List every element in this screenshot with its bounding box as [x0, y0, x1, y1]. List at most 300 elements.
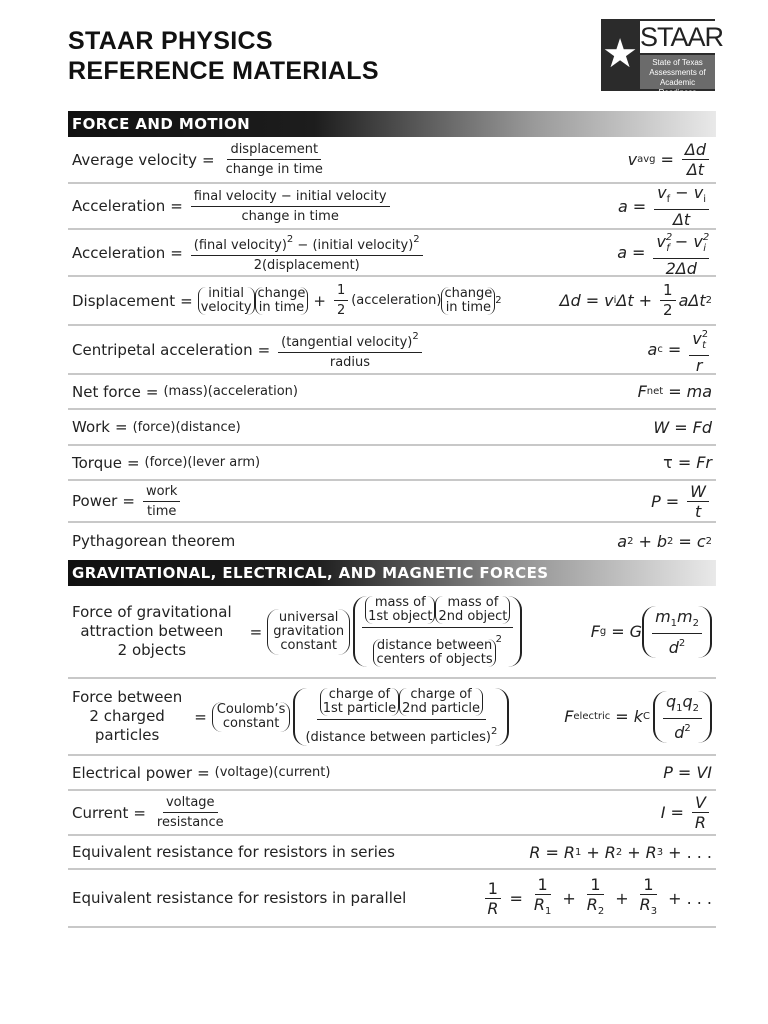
text: constant — [280, 637, 337, 653]
text: change — [257, 285, 306, 301]
fraction — [637, 876, 661, 920]
formula-label — [72, 326, 425, 373]
denominator — [671, 719, 694, 741]
text: 1st object — [368, 609, 433, 625]
operator: + — [638, 531, 652, 551]
formula-symbolic — [564, 679, 712, 754]
numerator — [278, 328, 422, 353]
formula-row-gravitational-force — [68, 586, 716, 679]
symbol: I — [660, 803, 666, 822]
formula-symbolic — [638, 375, 712, 408]
symbol: v — [693, 231, 703, 251]
symbol: d — [674, 722, 685, 742]
operator: − — [297, 238, 309, 253]
fraction-half — [660, 282, 676, 319]
numerator — [663, 693, 702, 719]
formula-label — [72, 277, 502, 324]
equals: = — [545, 842, 559, 862]
equals: = — [145, 382, 159, 401]
denominator: change in time — [241, 208, 339, 224]
numerator — [652, 608, 702, 634]
ellipsis: . . . — [686, 842, 712, 862]
superscript: 2 — [495, 295, 502, 306]
equals: = — [611, 622, 625, 641]
section-header-force-motion: FORCE AND MOTION — [68, 111, 716, 137]
equals: = — [585, 291, 600, 310]
text: (initial velocity) — [312, 238, 414, 253]
fraction — [223, 141, 326, 178]
formula-label — [72, 446, 260, 479]
formula-label — [72, 586, 522, 677]
label-text: Net force — [72, 382, 141, 401]
text: 2nd particle — [402, 700, 481, 716]
formula-row-electrical-power — [68, 756, 716, 791]
symbol: a — [617, 243, 627, 262]
symbol: Fr — [696, 453, 712, 472]
logo-sub-line: Assessments of — [649, 68, 706, 77]
formula-symbolic — [651, 481, 712, 521]
formula-row-work — [68, 410, 716, 446]
label-line: Force of gravitational — [72, 603, 232, 621]
symbol: F — [564, 707, 574, 726]
label-line: attraction between — [80, 622, 224, 640]
text: 1st particle — [322, 700, 397, 716]
text: (mass)(acceleration) — [163, 384, 298, 399]
fraction — [663, 693, 702, 741]
symbol: τ — [663, 453, 673, 472]
text: distance between — [376, 637, 493, 653]
label-text: Equivalent resistance for resistors in parallel — [72, 889, 407, 907]
symbol: R — [645, 842, 657, 862]
numerator — [191, 231, 423, 256]
numerator: 1 — [334, 282, 348, 301]
equals: = — [678, 531, 692, 551]
operator: + — [313, 291, 326, 310]
equals: = — [170, 197, 183, 215]
logo-sub-line: State of Texas — [652, 58, 703, 67]
fraction — [302, 688, 500, 746]
star-icon: ★ — [602, 31, 638, 77]
formula-label — [72, 184, 393, 228]
subscript: 3 — [656, 846, 664, 858]
equals: = — [257, 340, 271, 359]
subscript: 2 — [692, 702, 699, 714]
label-text: Work — [72, 418, 110, 436]
page-title — [68, 26, 379, 86]
numerator — [362, 596, 513, 628]
denominator: 2 — [663, 301, 673, 319]
paren-group — [255, 287, 309, 315]
formula-label — [72, 870, 406, 926]
equals: = — [674, 417, 688, 437]
superscript: 2 — [627, 535, 634, 547]
denominator: t — [694, 501, 702, 521]
page-title-line1: STAAR PHYSICS — [68, 27, 273, 55]
symbol: Fd — [692, 417, 712, 437]
text: mass of — [447, 595, 499, 611]
numerator: 1 — [535, 876, 551, 895]
symbol: Δd — [559, 291, 581, 310]
symbol: aΔt — [678, 291, 706, 310]
formula-symbolic — [618, 184, 712, 228]
superscript: 2 — [495, 634, 503, 646]
formula-row-coulomb-force — [68, 679, 716, 756]
formula-symbolic — [617, 230, 712, 278]
numerator: work — [143, 483, 180, 502]
equals: = — [615, 707, 629, 726]
fraction — [652, 608, 702, 656]
subscript: 1 — [670, 617, 678, 629]
operator: − — [674, 231, 689, 251]
denominator — [370, 628, 505, 667]
page-title-line2: REFERENCE MATERIALS — [68, 57, 379, 85]
fraction — [584, 876, 608, 920]
formula-label — [72, 679, 509, 754]
subscript: g — [599, 626, 607, 637]
fraction — [362, 596, 513, 667]
paren-group — [293, 688, 509, 746]
formula-label — [72, 836, 395, 868]
paren-group — [267, 609, 350, 655]
paren-group — [198, 287, 255, 315]
formula-symbolic — [663, 756, 712, 789]
symbol: v — [627, 150, 638, 169]
formula-row-current — [68, 791, 716, 836]
denominator: resistance — [156, 815, 224, 830]
fraction — [531, 876, 555, 920]
paren-content — [441, 287, 495, 315]
fraction-half — [334, 282, 348, 319]
denominator: R — [487, 898, 499, 918]
text: in time — [445, 299, 492, 315]
formula-row-series-resistance — [68, 836, 716, 870]
symbol: Δt — [616, 291, 634, 310]
logo-word: STAAR — [640, 22, 724, 52]
text: charge of — [328, 686, 391, 702]
text: 2nd object — [438, 609, 508, 625]
label-text: Power — [72, 492, 118, 510]
symbol: R — [639, 895, 651, 914]
superscript: 2 — [413, 234, 420, 245]
formula-row-average-velocity — [68, 137, 716, 184]
text: (acceleration) — [351, 293, 442, 308]
label-text: Centripetal acceleration — [72, 340, 253, 359]
symbol: v — [693, 183, 704, 202]
symbol: R — [604, 842, 616, 862]
symbol: R — [529, 842, 541, 862]
paren-group — [365, 596, 435, 624]
text: initial — [208, 285, 244, 301]
logo-subtitle — [640, 55, 715, 97]
subscript: 1 — [676, 702, 683, 714]
formula-row-acceleration-kinematic — [68, 230, 716, 277]
logo-sub-line: Academic Readiness — [658, 78, 697, 97]
fraction — [653, 229, 709, 277]
symbol: m — [677, 606, 693, 626]
paren-content — [212, 702, 291, 732]
paren-content — [320, 688, 399, 716]
formula-row-acceleration — [68, 184, 716, 230]
symbol: R — [563, 842, 575, 862]
text: universal — [278, 609, 339, 625]
superscript: 2 — [678, 637, 686, 649]
paren-content — [255, 287, 309, 315]
formula-symbolic — [481, 870, 712, 926]
operator: + — [627, 842, 641, 862]
denominator — [531, 895, 555, 920]
fraction — [687, 483, 709, 520]
equals: = — [660, 150, 674, 169]
text: velocity — [200, 299, 252, 315]
subscript: t — [702, 339, 706, 351]
fraction — [191, 231, 423, 274]
numerator: final velocity − initial velocity — [191, 188, 390, 207]
numerator — [317, 688, 486, 720]
text: centers of objects — [376, 651, 493, 667]
equals: = — [114, 418, 128, 436]
subscript: C — [642, 711, 650, 722]
formula-label — [72, 137, 329, 182]
denominator — [637, 895, 661, 920]
paren-content — [399, 688, 483, 716]
denominator: change in time — [225, 162, 323, 177]
numerator — [654, 184, 709, 210]
text: change — [444, 285, 493, 301]
label-text: Acceleration — [72, 197, 166, 215]
superscript: 2 — [701, 328, 709, 340]
operator: − — [675, 183, 689, 202]
denominator: 2Δd — [665, 258, 697, 278]
symbol: v — [604, 291, 614, 310]
paren-group — [435, 596, 510, 624]
paren-group — [441, 287, 495, 315]
formula-symbolic — [591, 586, 712, 677]
formula-label — [72, 375, 298, 408]
symbol: R — [533, 895, 545, 914]
text: in time — [258, 299, 305, 315]
operator: + — [562, 888, 576, 908]
operator: + — [668, 842, 682, 862]
equals: = — [249, 622, 263, 641]
formula-symbolic — [617, 523, 712, 559]
numerator: 1 — [640, 876, 656, 895]
subscript: 2 — [597, 906, 605, 917]
symbol: v — [656, 231, 666, 251]
text: (voltage)(current) — [214, 765, 331, 780]
numerator: 1 — [485, 880, 501, 899]
formula-row-torque — [68, 446, 716, 481]
paren-group — [642, 606, 712, 658]
superscript: 2 — [702, 231, 710, 243]
section-header-grav-elec-mag: GRAVITATIONAL, ELECTRICAL, AND MAGNETIC FORCES — [68, 560, 716, 586]
formula-row-displacement — [68, 277, 716, 326]
equals: = — [194, 707, 207, 726]
symbol: a — [647, 340, 658, 359]
formula-row-centripetal — [68, 326, 716, 375]
numerator: 1 — [660, 282, 676, 301]
denominator — [666, 634, 689, 656]
paren-content — [365, 596, 435, 624]
equals: = — [677, 763, 692, 782]
denominator: R — [694, 813, 706, 832]
denominator: time — [146, 503, 177, 519]
symbol: a — [617, 196, 628, 216]
symbol: c — [696, 531, 706, 551]
fraction — [278, 328, 422, 371]
equals: = — [170, 243, 183, 262]
symbol: R — [586, 895, 598, 914]
label-text: Acceleration — [72, 243, 166, 262]
multiline-label — [72, 603, 232, 660]
paren-group — [399, 688, 483, 716]
fraction — [191, 188, 390, 225]
subscript: i — [613, 295, 617, 306]
label-text: Displacement — [72, 291, 176, 310]
subscript: 2 — [615, 846, 623, 858]
numerator: V — [692, 794, 709, 813]
symbol: b — [656, 531, 668, 551]
operator: + — [586, 842, 600, 862]
symbol: v — [692, 328, 702, 348]
superscript: 2 — [490, 725, 498, 737]
numerator: voltage — [163, 794, 218, 813]
numerator: 1 — [587, 876, 603, 895]
symbol: ma — [686, 382, 712, 401]
formula-row-net-force — [68, 375, 716, 410]
subscript: net — [646, 386, 664, 397]
symbol: q — [682, 691, 693, 711]
superscript: 2 — [665, 231, 673, 243]
formula-label — [72, 791, 230, 834]
symbol: G — [629, 622, 643, 641]
superscript: 2 — [412, 331, 419, 342]
subscript: electric — [573, 711, 611, 722]
equals: = — [665, 491, 680, 511]
fraction — [154, 794, 227, 831]
ellipsis: . . . — [686, 888, 712, 908]
symbol: P — [651, 491, 661, 511]
symbol: k — [633, 707, 643, 726]
formula-row-power — [68, 481, 716, 523]
fraction — [692, 794, 709, 831]
formula-label — [72, 230, 426, 275]
denominator: 2 — [336, 303, 346, 318]
label-line: particles — [94, 726, 160, 744]
formula-label — [72, 523, 235, 559]
formula-symbolic — [661, 791, 712, 834]
equals: = — [197, 763, 210, 782]
formula-symbolic — [653, 410, 712, 444]
symbol: v — [657, 183, 667, 202]
paren-group — [373, 639, 495, 667]
operator: + — [638, 291, 653, 310]
formula-row-parallel-resistance — [68, 870, 716, 928]
denominator: Δt — [672, 210, 691, 229]
label-text: Electrical power — [72, 763, 193, 782]
formula-row-pythagorean — [68, 523, 716, 559]
equals: = — [122, 492, 135, 510]
equals: = — [677, 453, 692, 472]
subscript: 1 — [574, 846, 582, 858]
paren-content — [267, 609, 350, 655]
label-line: Force between — [72, 688, 183, 706]
formula-label — [72, 410, 241, 444]
subscript: i — [703, 194, 706, 205]
denominator — [302, 720, 500, 746]
paren-content — [198, 287, 255, 315]
paren-group — [320, 688, 399, 716]
numerator: Δd — [682, 141, 709, 160]
text: constant — [222, 715, 280, 731]
denominator: r — [695, 355, 703, 375]
symbol: F — [637, 382, 647, 401]
superscript: 2 — [705, 295, 712, 306]
subscript: avg — [637, 154, 656, 165]
label-text: Pythagorean theorem — [72, 532, 236, 550]
numerator — [689, 326, 709, 356]
equals: = — [126, 453, 140, 472]
numerator — [653, 229, 709, 259]
subscript: f — [666, 242, 670, 254]
subscript: 2 — [692, 617, 699, 629]
label-text: Torque — [72, 453, 122, 472]
equals: = — [133, 803, 146, 822]
formula-symbolic — [529, 836, 712, 868]
text: gravitation — [273, 623, 345, 639]
numerator: W — [687, 483, 709, 502]
equals: = — [670, 803, 684, 822]
text: charge of — [410, 686, 472, 702]
subscript: f — [666, 194, 671, 205]
text: (final velocity) — [193, 238, 287, 253]
denominator: 2(displacement) — [253, 258, 360, 273]
symbol: VI — [696, 763, 712, 782]
equals: = — [509, 888, 523, 908]
operator: + — [615, 888, 629, 908]
label-text: Average velocity — [72, 150, 197, 169]
symbol: F — [590, 622, 600, 641]
formula-symbolic — [663, 446, 712, 479]
paren-group — [653, 691, 712, 743]
symbol: P — [663, 763, 673, 782]
paren-content — [373, 639, 495, 667]
label-line: 2 charged — [89, 707, 165, 725]
equals: = — [667, 340, 682, 359]
label-line: 2 objects — [117, 641, 187, 659]
numerator: displacement — [227, 141, 321, 160]
text: (force)(lever arm) — [144, 455, 261, 470]
text: mass of — [374, 595, 426, 611]
fraction — [654, 184, 709, 228]
equals: = — [632, 243, 646, 262]
fraction — [689, 326, 709, 374]
fraction — [484, 880, 501, 917]
symbol: d — [668, 637, 679, 657]
text: (force)(distance) — [132, 419, 241, 435]
operator: + — [668, 888, 682, 908]
subscript: 1 — [544, 906, 552, 917]
label-text: Current — [72, 803, 129, 822]
subscript: 3 — [650, 906, 658, 917]
fraction — [682, 141, 709, 178]
formula-label — [72, 756, 330, 789]
superscript: 2 — [705, 535, 712, 547]
superscript: 2 — [286, 234, 294, 245]
symbol: m — [655, 606, 671, 626]
subscript: i — [703, 242, 706, 254]
staar-logo — [601, 19, 724, 97]
paren-group — [353, 596, 522, 667]
